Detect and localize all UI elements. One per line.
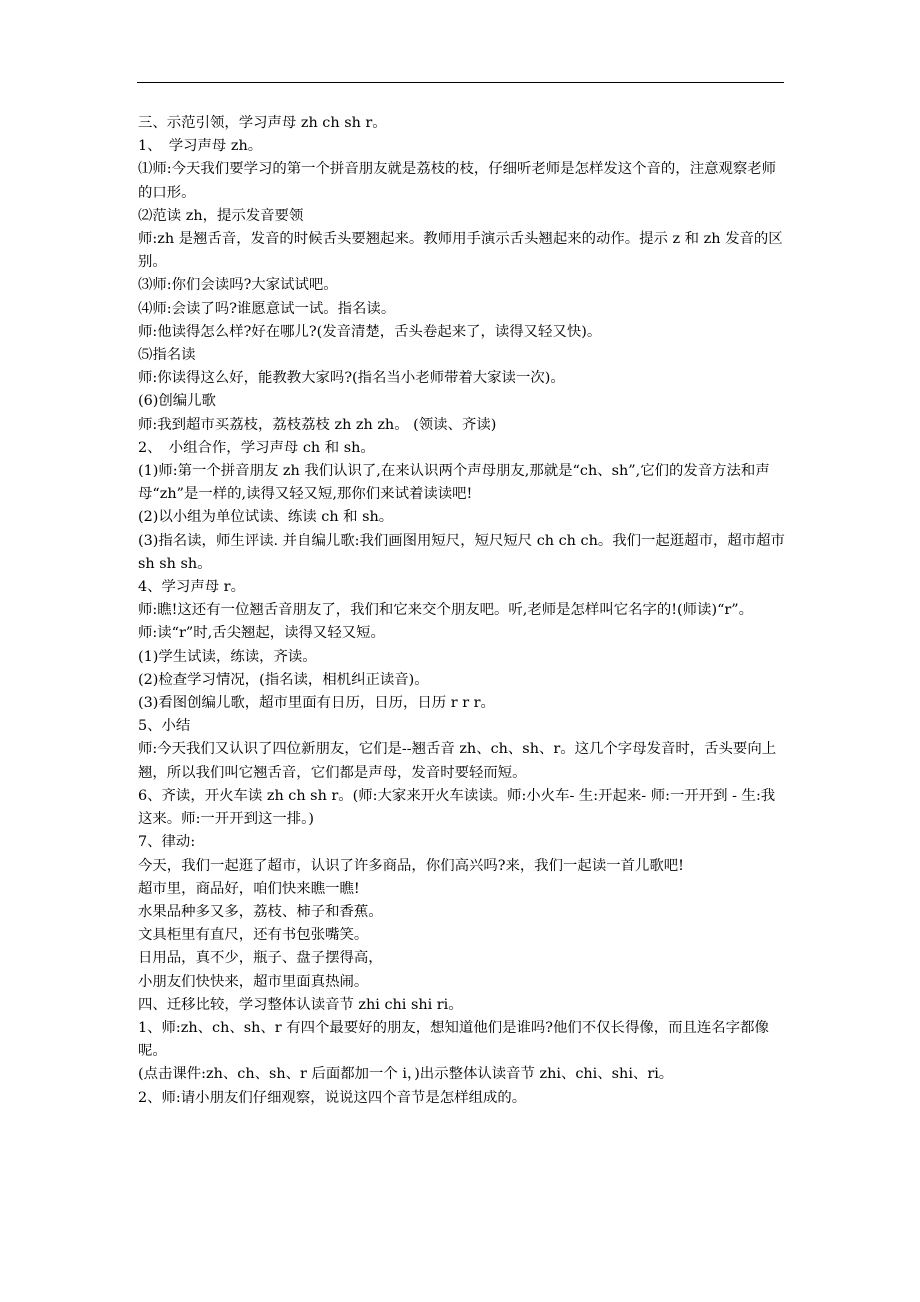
paragraph: (1)师:第一个拼音朋友 zh 我们认识了,在来认识两个声母朋友,那就是“ch、sh”,它们的发音方法和声母“zh”是一样的,读得又轻又短,那你们来试着读读吧! (138, 463, 770, 503)
paragraph: 1、师:zh、ch、sh、r 有四个最要好的朋友，想知道他们是谁吗?他们不仅长得像，而且连名字都像呢。 (138, 1019, 769, 1060)
paragraph: 师:我到超市买荔枝，荔枝荔枝 zh zh zh。 (领读、齐读) (138, 416, 497, 433)
section-heading-4: 四、迁移比较，学习整体认读音节 zhi chi shi ri。 (138, 996, 463, 1013)
subheading-r: 4、学习声母 r。 (138, 579, 245, 596)
paragraph: 师:读“r”时,舌尖翘起，读得又轻又短。 (138, 625, 385, 642)
paragraph: ⑴师:今天我们要学习的第一个拼音朋友就是荔枝的枝，仔细听老师是怎样发这个音的，注意观察老师的口形。 (138, 161, 777, 201)
paragraph: 师:他读得怎么样?好在哪儿?(发音清楚，舌头卷起来了，读得又轻又快)。 (138, 323, 602, 340)
paragraph: 师:你读得这么好，能教教大家吗?(指名当小老师带着大家读一次)。 (138, 370, 565, 387)
subheading-summary: 5、小结 (138, 718, 191, 735)
rhyme-line: 水果品种多又多，荔枝、柿子和香蕉。 (138, 903, 383, 920)
paragraph: 师:今天我们又认识了四位新朋友，它们是--翘舌音 zh、ch、sh、r。这几个字母发音时，舌头要向上翘，所以我们叫它翘舌音，它们都是声母，发音时要轻而短。 (138, 741, 777, 781)
paragraph: 师:zh 是翘舌音，发音的时候舌头要翘起来。教师用手演示舌头翘起来的动作。提示 z 和 zh 发音的区别。 (138, 231, 783, 271)
paragraph: 今天，我们一起逛了超市，认识了许多商品，你们高兴吗?来，我们一起读一首儿歌吧! (138, 857, 684, 874)
paragraph: 师:瞧!这还有一位翘舌音朋友了，我们和它来交个朋友吧。听,老师是怎样叫它名字的!(师读)“r”。 (138, 602, 754, 619)
subheading-rhythm: 7、律动: (138, 834, 196, 851)
paragraph: (1)学生试读，练读，齐读。 (138, 648, 317, 665)
subheading-ch-sh: 2、 小组合作，学习声母 ch 和 sh。 (138, 439, 375, 456)
paragraph: 2、师:请小朋友们仔细观察，说说这四个音节是怎样组成的。 (138, 1089, 527, 1106)
rhyme-line: 超市里，商品好，咱们快来瞧一瞧! (138, 880, 360, 897)
paragraph: (点击课件:zh、ch、sh、r 后面都加一个 i，)出示整体认读音节 zhi、chi、shi、ri。 (138, 1066, 674, 1083)
paragraph: 6、齐读，开火车读 zh ch sh r。(师:大家来开火车读读。师:小火车- 生:开起来- 师:一开开到 - 生:我这来。师:一开开到这一排。) (138, 787, 776, 828)
paragraph: (3)看图创编儿歌，超市里面有日历，日历，日历 r r r。 (138, 695, 495, 712)
paragraph: (2)以小组为单位试读、练读 ch 和 sh。 (138, 509, 394, 526)
document-body (138, 112, 786, 1110)
rhyme-line: 日用品，真不少，瓶子、盘子摆得高， (138, 950, 383, 967)
subheading-zh: 1、 学习声母 zh。 (138, 138, 263, 155)
section-heading-3: 三、示范引领，学习声母 zh ch sh r。 (138, 115, 387, 131)
paragraph: ⑵范读 zh，提示发音要领 (138, 207, 304, 224)
header-rule (137, 82, 784, 83)
paragraph: ⑷师:会读了吗?谁愿意试一试。指名读。 (138, 300, 396, 317)
paragraph: (6)创编儿歌 (138, 393, 216, 410)
rhyme-line: 文具柜里有直尺，还有书包张嘴笑。 (138, 927, 369, 944)
paragraph: ⑸指名读 (138, 347, 196, 364)
rhyme-line: 小朋友们快快来，超市里面真热闹。 (138, 973, 369, 990)
paragraph: ⑶师:你们会读吗?大家试试吧。 (138, 277, 338, 294)
paragraph: (3)指名读，师生评读. 并自编儿歌:我们画图用短尺，短尺短尺 ch ch ch。我们一起逛超市，超市超市 sh sh sh。 (138, 532, 785, 572)
paragraph: (2)检查学习情况，(指名读，相机纠正读音)。 (138, 671, 429, 688)
